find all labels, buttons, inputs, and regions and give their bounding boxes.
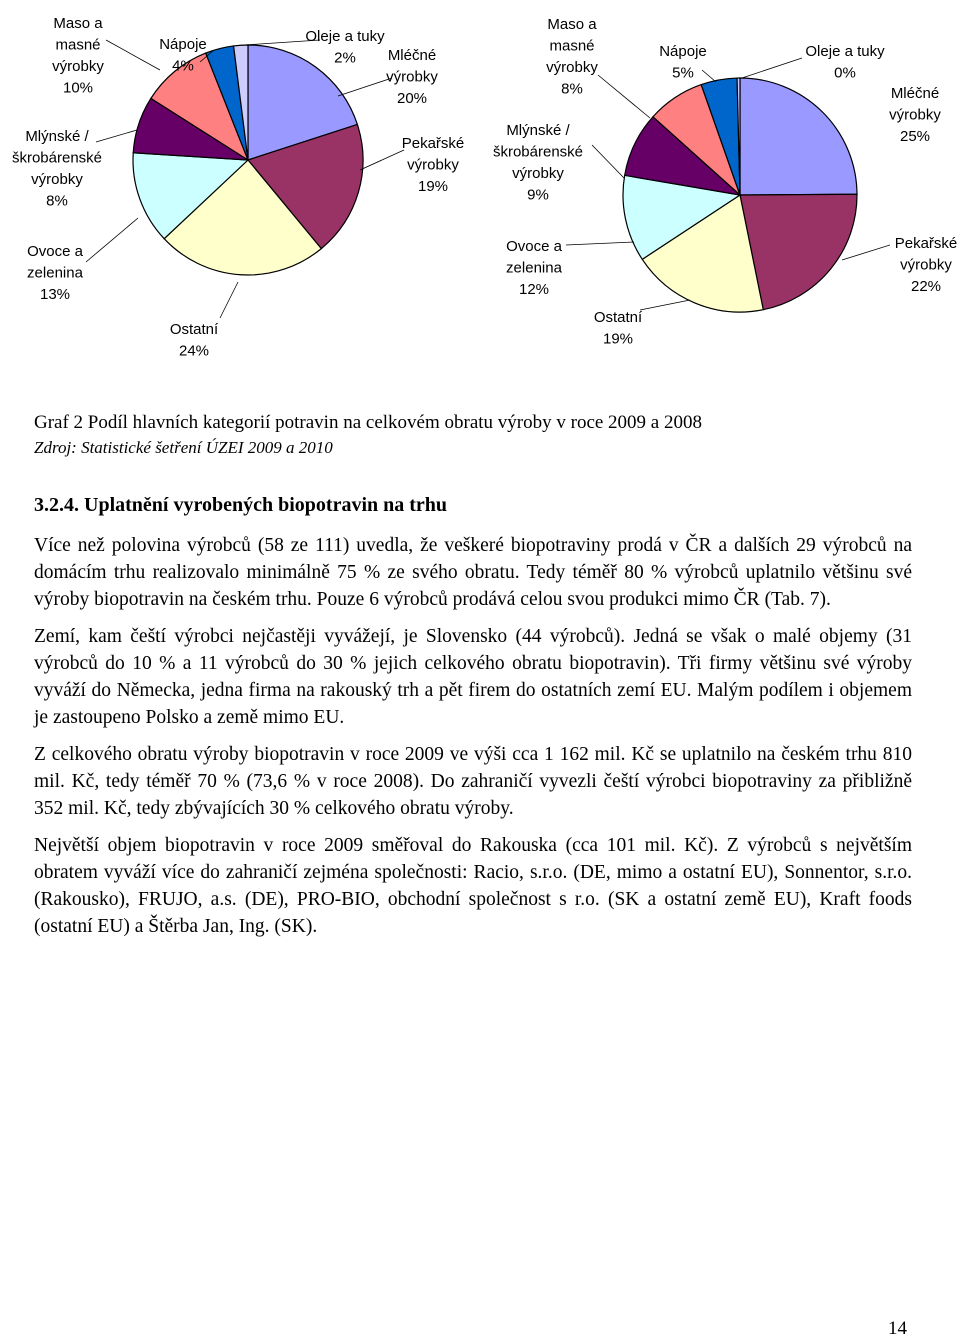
pie-charts bbox=[0, 0, 960, 370]
section-heading: 3.2.4. Uplatnění vyrobených biopotravin na trhu bbox=[34, 494, 448, 516]
leader-line bbox=[220, 282, 238, 318]
slice-label: Ovoce a zelenina 12% bbox=[506, 238, 562, 298]
leader-line bbox=[338, 78, 392, 96]
slice-label: Mléčné výrobky 20% bbox=[386, 47, 438, 107]
leader-line bbox=[592, 145, 624, 178]
slice-label: Ostatní 19% bbox=[593, 309, 643, 348]
slice-label: Pekařské výrobky 22% bbox=[894, 235, 958, 295]
pie-chart-2009 bbox=[12, 15, 464, 360]
slice-label: Maso a masné výrobky 10% bbox=[52, 15, 104, 97]
figure-title: Graf 2 Podíl hlavních kategorií potravin na celkovém obratu výroby v roce 2009 a 2008 bbox=[34, 412, 702, 433]
paragraph: Zemí, kam čeští výrobci nejčastěji vyvážejí, je Slovensko (44 výrobců). Jedná se však o malé objemy (31 výrobců do 10 % a 11 výrobců do 30 % jejich celkového obratu biopotravin). Tři firmy většinu své výroby vyváží do Německa, jedna firma na rakouský trh a pět firem do ostatních zemí EU. Malým podílem i objemem je zastoupeno Polsko a země mimo EU. bbox=[34, 626, 912, 728]
leader-line bbox=[640, 300, 690, 310]
figure-caption bbox=[34, 410, 924, 460]
leader-line bbox=[842, 245, 890, 260]
leader-line bbox=[566, 242, 634, 245]
pie-chart-2008 bbox=[493, 16, 957, 348]
leader-line bbox=[742, 58, 802, 78]
paragraph: Více než polovina výrobců (58 ze 111) uvedla, že veškeré biopotraviny prodá v ČR a dalších 29 výrobců na domácím trhu realizovalo minimálně 75 % ze svého obratu. Tedy téměř 80 % výrobců uplatnilo většinu své výroby biopotravin na českém trhu. Pouze 6 výrobců prodává celou svou produkci mimo ČR (Tab. 7). bbox=[34, 535, 912, 610]
slice-label: Ovoce a zelenina 13% bbox=[27, 243, 83, 303]
leader-line bbox=[96, 130, 137, 142]
leader-line bbox=[86, 218, 138, 262]
slice-label: Nápoje 4% bbox=[159, 36, 207, 75]
pie-slice bbox=[740, 78, 857, 195]
paragraph: Největší objem biopotravin v roce 2009 směřoval do Rakouska (cca 101 mil. Kč). Z výrobců s největším obratem vyváží více do zahraničí zejména společnosti: Racio, s.r.o. (DE, mimo a ostatní EU), Sonnentor, s.r.o. (Rakousko), FRUJO, a.s. (DE), PRO-BIO, obchodní společnost s r.o. (SK a ostatní země EU), Kraft foods (ostatní EU) a Štěrba Jan, Ing. (SK). bbox=[34, 835, 912, 937]
slice-label: Pekařské výrobky 19% bbox=[401, 135, 465, 195]
page-number: 14 bbox=[888, 1318, 907, 1339]
slice-label: Mléčné výrobky 25% bbox=[889, 85, 941, 145]
slice-label: Ostatní 24% bbox=[169, 321, 219, 360]
leader-line bbox=[106, 40, 160, 70]
figure-source: Zdroj: Statistické šetření ÚZEI 2009 a 2010 bbox=[34, 438, 333, 457]
slice-label: Mlýnské / škrobárenské výrobky 9% bbox=[492, 122, 584, 204]
slice-label: Oleje a tuky 2% bbox=[305, 28, 385, 67]
leader-line bbox=[598, 75, 650, 118]
slice-label: Nápoje 5% bbox=[659, 43, 707, 82]
body-text bbox=[34, 532, 912, 950]
leader-line bbox=[360, 150, 404, 170]
paragraph: Z celkového obratu výroby biopotravin v roce 2009 ve výši cca 1 162 mil. Kč se uplatnilo na českém trhu 810 mil. Kč, tedy téměř 70 % (73,6 % v roce 2008). Do zahraničí vyvezli čeští výrobci biopotraviny za přibližně 352 mil. Kč, tedy zbývajících 30 % celkového obratu výroby. bbox=[34, 744, 912, 819]
slice-label: Maso a masné výrobky 8% bbox=[546, 16, 598, 98]
slice-label: Mlýnské / škrobárenské výrobky 8% bbox=[11, 128, 103, 210]
slice-label: Oleje a tuky 0% bbox=[805, 43, 885, 82]
leader-line bbox=[702, 70, 716, 82]
